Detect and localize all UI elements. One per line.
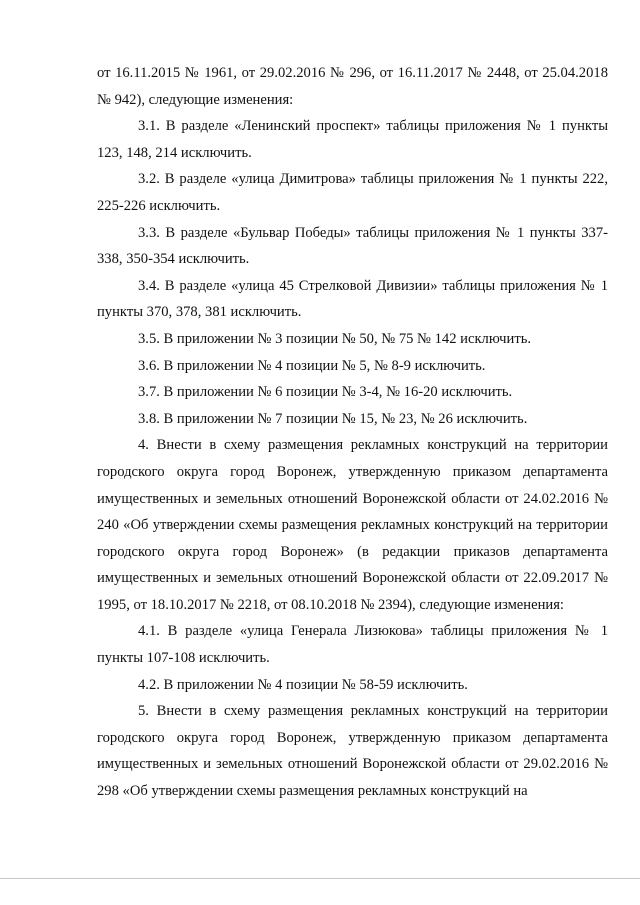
paragraph-continuation: от 16.11.2015 № 1961, от 29.02.2016 № 296, от 16.11.2017 № 2448, от 25.04.2018 № 942), следующие изменения:	[97, 65, 608, 108]
paragraph-4-2: 4.2. В приложении № 4 позиции № 58-59 исключить.	[138, 676, 468, 693]
paragraph-3-1: 3.1. В разделе «Ленинский проспект» таблицы приложения № 1 пункты 123, 148, 214 исключить.	[97, 118, 608, 161]
paragraph-3-2: 3.2. В разделе «улица Димитрова» таблицы приложения № 1 пункты 222, 225-226 исключить.	[97, 171, 608, 214]
paragraph-5: 5. Внести в схему размещения рекламных конструкций на территории городского округа город Воронеж, утвержденную приказом департамента имущественных и земельных отношений Воронежской области от 29.02.2016 № 298 «Об утверждении схемы размещения рекламных конструкций на	[97, 703, 608, 800]
document-body	[97, 60, 608, 805]
paragraph-3-8: 3.8. В приложении № 7 позиции № 15, № 23, № 26 исключить.	[138, 410, 528, 427]
paragraph-3-7: 3.7. В приложении № 6 позиции № 3-4, № 16-20 исключить.	[138, 384, 513, 401]
paragraph-3-5: 3.5. В приложении № 3 позиции № 50, № 75 № 142 исключить.	[138, 330, 532, 347]
paragraph-4: 4. Внести в схему размещения рекламных конструкций на территории городского округа город Воронеж, утвержденную приказом департамента имущественных и земельных отношений Воронежской области от 24.02.2016 № 240 «Об утверждении схемы размещения рекламных конструкций на территории городского округа город Воронеж» (в редакции приказов департамента имущественных и земельных отношений Воронежской области от 22.09.2017 № 1995, от 18.10.2017 № 2218, от 08.10.2018 № 2394), следующие изменения:	[97, 437, 608, 613]
page-bottom-rule	[0, 878, 640, 879]
paragraph-3-4: 3.4. В разделе «улица 45 Стрелковой Дивизии» таблицы приложения № 1 пункты 370, 378, 381 исключить.	[97, 277, 608, 321]
paragraph-3-3: 3.3. В разделе «Бульвар Победы» таблицы приложения № 1 пункты 337-338, 350-354 исключить.	[97, 224, 608, 268]
paragraph-3-6: 3.6. В приложении № 4 позиции № 5, № 8-9 исключить.	[138, 357, 486, 374]
paragraph-4-1: 4.1. В разделе «улица Генерала Лизюкова» таблицы приложения № 1 пункты 107-108 исключить.	[97, 623, 608, 667]
